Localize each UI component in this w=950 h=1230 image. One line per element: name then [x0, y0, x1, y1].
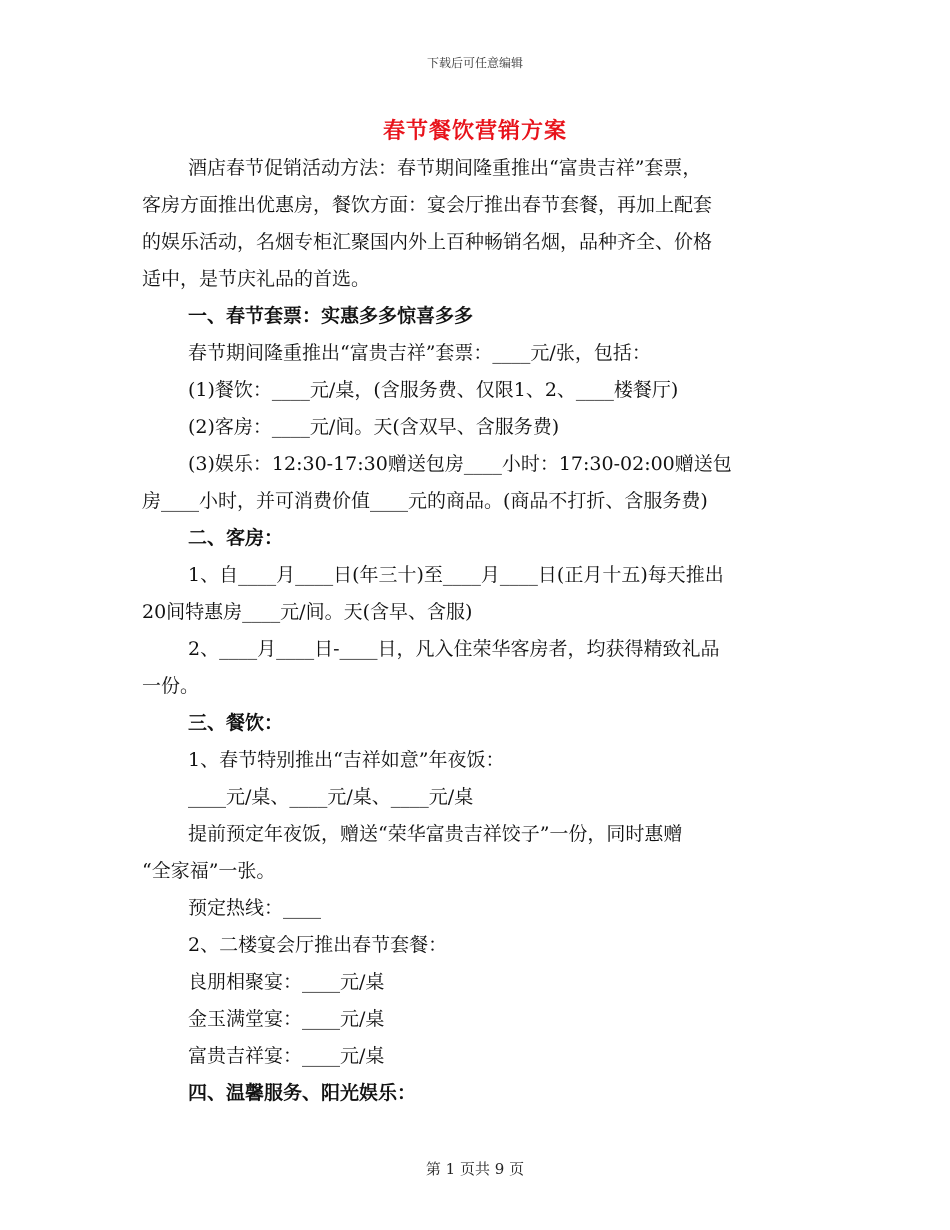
- section2-item1b: 20间特惠房____元/间。天(含早、含服): [142, 601, 473, 623]
- section3-item2: 2、二楼宴会厅推出春节套餐：: [188, 934, 448, 956]
- section1-item1: (1)餐饮：____元/桌，(含服务费、仅限1、2、____楼餐厅): [188, 379, 679, 401]
- document-body: [142, 150, 802, 1112]
- section3-hotline: 预定热线：____: [188, 897, 322, 919]
- section3-item1: 1、春节特别推出“吉祥如意”年夜饭：: [188, 749, 505, 771]
- section1-item2: (2)客房：____元/间。天(含双早、含服务费): [188, 416, 560, 438]
- intro-line-3: 的娱乐活动，名烟专柜汇聚国内外上百种畅销名烟，品种齐全、价格: [142, 231, 713, 253]
- section2-heading: 二、客房：: [188, 527, 284, 549]
- intro-line-4: 适中，是节庆礼品的首选。: [142, 268, 371, 290]
- section3-item1-prices: ____元/桌、____元/桌、____元/桌: [188, 786, 474, 808]
- section4-heading: 四、温馨服务、阳光娱乐：: [188, 1082, 417, 1104]
- section3-note-a: 提前预定年夜饭，赠送“荣华富贵吉祥饺子”一份，同时惠赠: [188, 823, 683, 845]
- section2-item2b: 一份。: [142, 675, 200, 697]
- section1-item3b: 房____小时，并可消费价值____元的商品。(商品不打折、含服务费): [142, 490, 708, 512]
- intro-line-1: 酒店春节促销活动方法：春节期间隆重推出“富贵吉祥”套票，: [188, 157, 702, 179]
- section3-note-b: “全家福”一张。: [142, 860, 276, 882]
- section2-item2a: 2、____月____日-____日，凡入住荣华客房者，均获得精致礼品: [188, 638, 720, 660]
- section2-item1a: 1、自____月____日(年三十)至____月____日(正月十五)每天推出: [188, 564, 724, 586]
- intro-line-2: 客房方面推出优惠房，餐饮方面：宴会厅推出春节套餐，再加上配套: [142, 194, 713, 216]
- section1-heading: 一、春节套票：实惠多多惊喜多多: [188, 305, 474, 327]
- document-title: 春节餐饮营销方案: [382, 118, 567, 144]
- section3-menu1: 良朋相聚宴：____元/桌: [188, 971, 385, 993]
- section1-line1: 春节期间隆重推出“富贵吉祥”套票：____元/张，包括：: [188, 342, 651, 364]
- section1-item3a: (3)娱乐：12:30-17:30赠送包房____小时：17:30-02:00赠送包: [188, 453, 732, 475]
- page-header: 下载后可任意编辑: [426, 56, 523, 70]
- section3-menu2: 金玉满堂宴：____元/桌: [188, 1008, 385, 1030]
- page-footer: 第 1 页共 9 页: [425, 1160, 525, 1178]
- section3-heading: 三、餐饮：: [188, 712, 284, 734]
- section3-menu3: 富贵吉祥宴：____元/桌: [188, 1045, 385, 1067]
